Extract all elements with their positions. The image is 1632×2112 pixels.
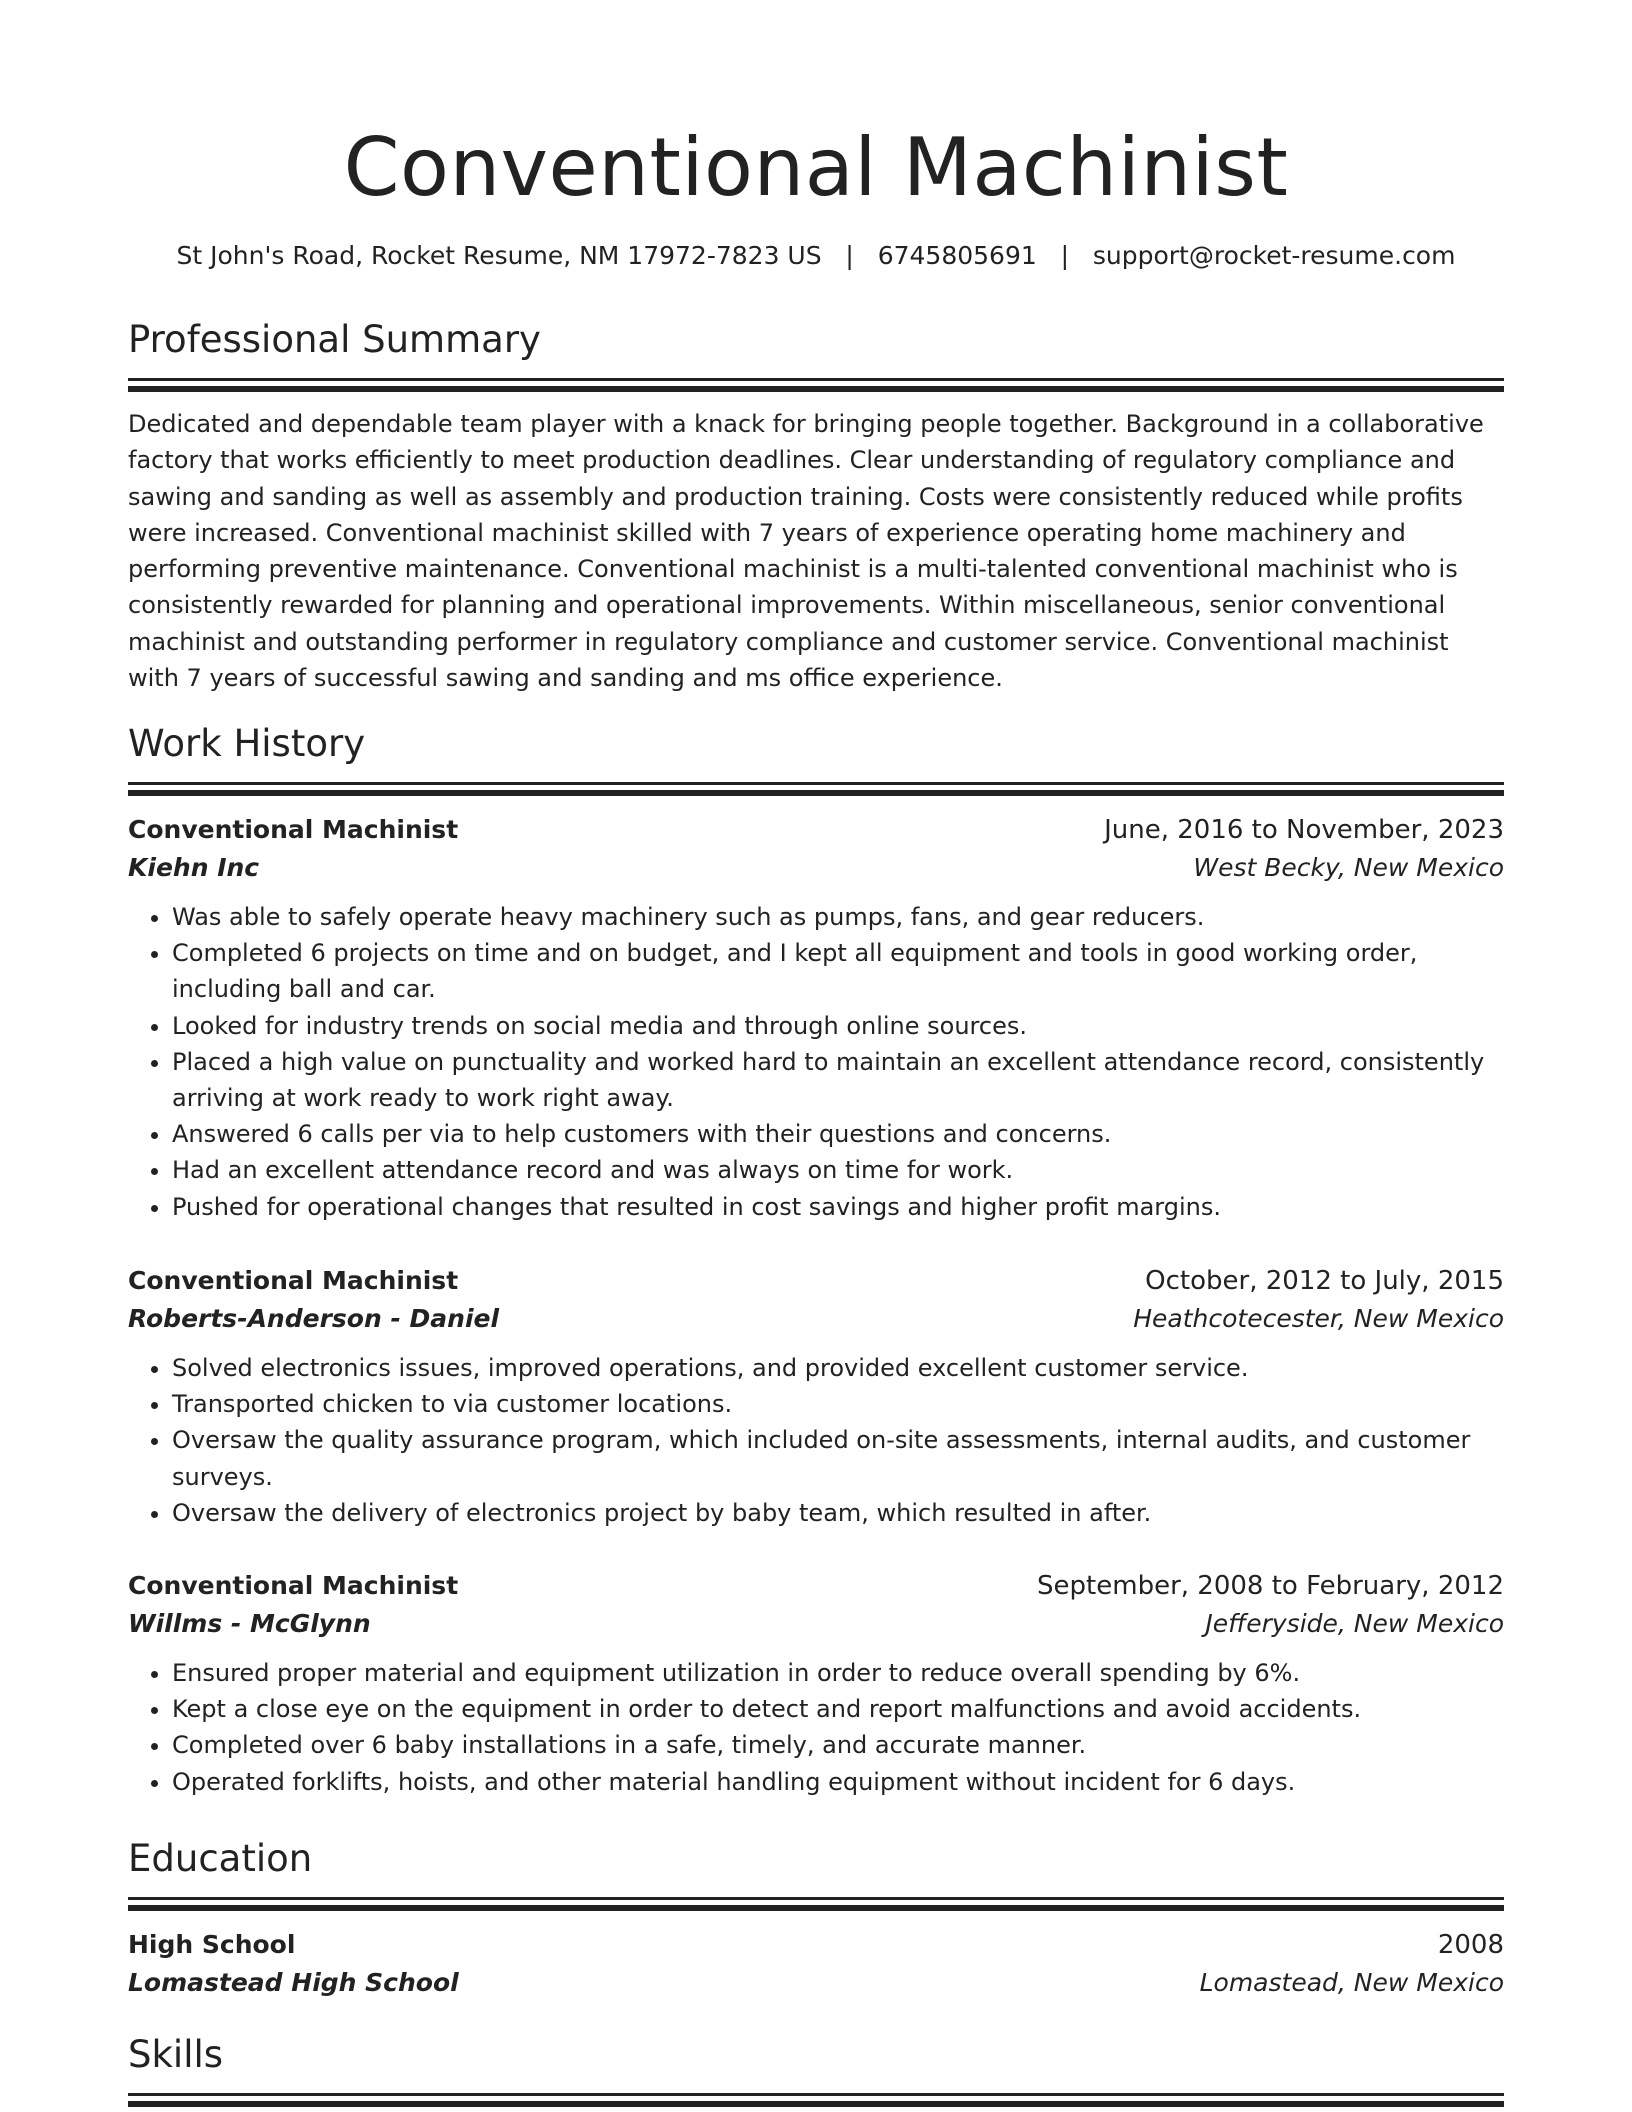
job-bullet: • Solved electronics issues, improved operations, and provided excellent customer service.: [172, 1350, 1504, 1386]
skills-section: [128, 2031, 1504, 2107]
job-bullet: • Oversaw the delivery of electronics project by baby team, which resulted in after.: [172, 1495, 1504, 1531]
job-company: Roberts-Anderson - Daniel: [128, 1304, 500, 1333]
job-title: Conventional Machinist: [128, 1571, 459, 1600]
job-location: West Becky, New Mexico: [1193, 853, 1504, 882]
section-rule-thin: [128, 378, 1504, 381]
job-location: Heathcotecester, New Mexico: [1133, 1304, 1504, 1333]
skills-heading: Skills: [128, 2033, 224, 2076]
summary-text: Dedicated and dependable team player with a knack for bringing people together. Background in a collaborative factory that works efficiently to meet production deadlines. Clear understanding of regulatory compliance and sawing and sanding as well as assembly and production training. Costs were consistently reduced while profits were increased. Conventional machinist skilled with 7 years of experience operating home machinery and performing preventive maintenance. Conventional machinist is a multi-talented conventional machinist who is consistently rewarded for planning and operational improvements. Within miscellaneous, senior conventional machinist and outstanding performer in regulatory compliance and customer service. Conventional machinist with 7 years of successful sawing and sanding and ms office experience.: [128, 410, 1484, 693]
job-bullet: • Completed over 6 baby installations in a safe, timely, and accurate manner.: [172, 1727, 1504, 1763]
contact-line: St John's Road, Rocket Resume, NM 17972-7823 US | 6745805691 | support@rocket-resume.com: [176, 241, 1456, 270]
job-bullet: • Answered 6 calls per via to help customers with their questions and concerns.: [172, 1116, 1504, 1152]
job-bullets: [128, 899, 1504, 1225]
job-bullet: • Completed 6 projects on time and on budget, and I kept all equipment and tools in good working order, including ball and car.: [172, 935, 1504, 1007]
job-company: Kiehn Inc: [128, 853, 260, 882]
summary-section: [128, 316, 1504, 696]
job-bullet: • Looked for industry trends on social media and through online sources.: [172, 1008, 1504, 1044]
job-dates: October, 2012 to July, 2015: [1145, 1266, 1504, 1296]
section-rule-thick: [128, 386, 1504, 392]
section-rule-thin: [128, 2093, 1504, 2096]
education-degree: High School: [128, 1930, 296, 1959]
job-bullet: • Kept a close eye on the equipment in order to detect and report malfunctions and avoid accidents.: [172, 1691, 1504, 1727]
education-school: Lomastead High School: [128, 1968, 459, 1997]
job-title: Conventional Machinist: [128, 815, 459, 844]
section-rule-thick: [128, 790, 1504, 796]
section-rule-thick: [128, 2101, 1504, 2107]
section-rule-thick: [128, 1905, 1504, 1911]
job-bullet: • Oversaw the quality assurance program, which included on-site assessments, internal audits, and customer surveys.: [172, 1422, 1504, 1494]
job-title: Conventional Machinist: [128, 1266, 459, 1295]
job-bullets: [128, 1350, 1504, 1531]
job-location: Jefferyside, New Mexico: [1205, 1609, 1504, 1638]
job-bullet: • Pushed for operational changes that resulted in cost savings and higher profit margins.: [172, 1189, 1504, 1225]
job-bullet: • Placed a high value on punctuality and worked hard to maintain an excellent attendance record, consistently arriving at work ready to work right away.: [172, 1044, 1504, 1116]
education-entry: [128, 1926, 1504, 2002]
job-bullet: • Had an excellent attendance record and was always on time for work.: [172, 1152, 1504, 1188]
job-bullet: • Transported chicken to via customer locations.: [172, 1386, 1504, 1422]
section-rule-thin: [128, 782, 1504, 785]
education-location: Lomastead, New Mexico: [1199, 1968, 1504, 1997]
job-bullet: • Ensured proper material and equipment utilization in order to reduce overall spending by 6%.: [172, 1655, 1504, 1691]
work-history-heading: Work History: [128, 722, 366, 765]
job-entry: [128, 1567, 1504, 1800]
job-company: Willms - McGlynn: [128, 1609, 371, 1638]
job-dates: June, 2016 to November, 2023: [1104, 815, 1504, 845]
job-bullet: • Was able to safely operate heavy machinery such as pumps, fans, and gear reducers.: [172, 899, 1504, 935]
job-bullet: • Operated forklifts, hoists, and other material handling equipment without incident for 6 days.: [172, 1764, 1504, 1800]
section-rule-thin: [128, 1897, 1504, 1900]
education-section: [128, 1835, 1504, 1911]
education-heading: Education: [128, 1837, 313, 1880]
resume-name: Conventional Machinist: [343, 121, 1289, 214]
job-entry: [128, 1262, 1504, 1531]
education-year: 2008: [1437, 1930, 1504, 1960]
job-entry: [128, 811, 1504, 1225]
job-dates: September, 2008 to February, 2012: [1037, 1571, 1504, 1601]
summary-heading: Professional Summary: [128, 318, 541, 361]
work-history-section: [128, 720, 1504, 796]
job-bullets: [128, 1655, 1504, 1800]
